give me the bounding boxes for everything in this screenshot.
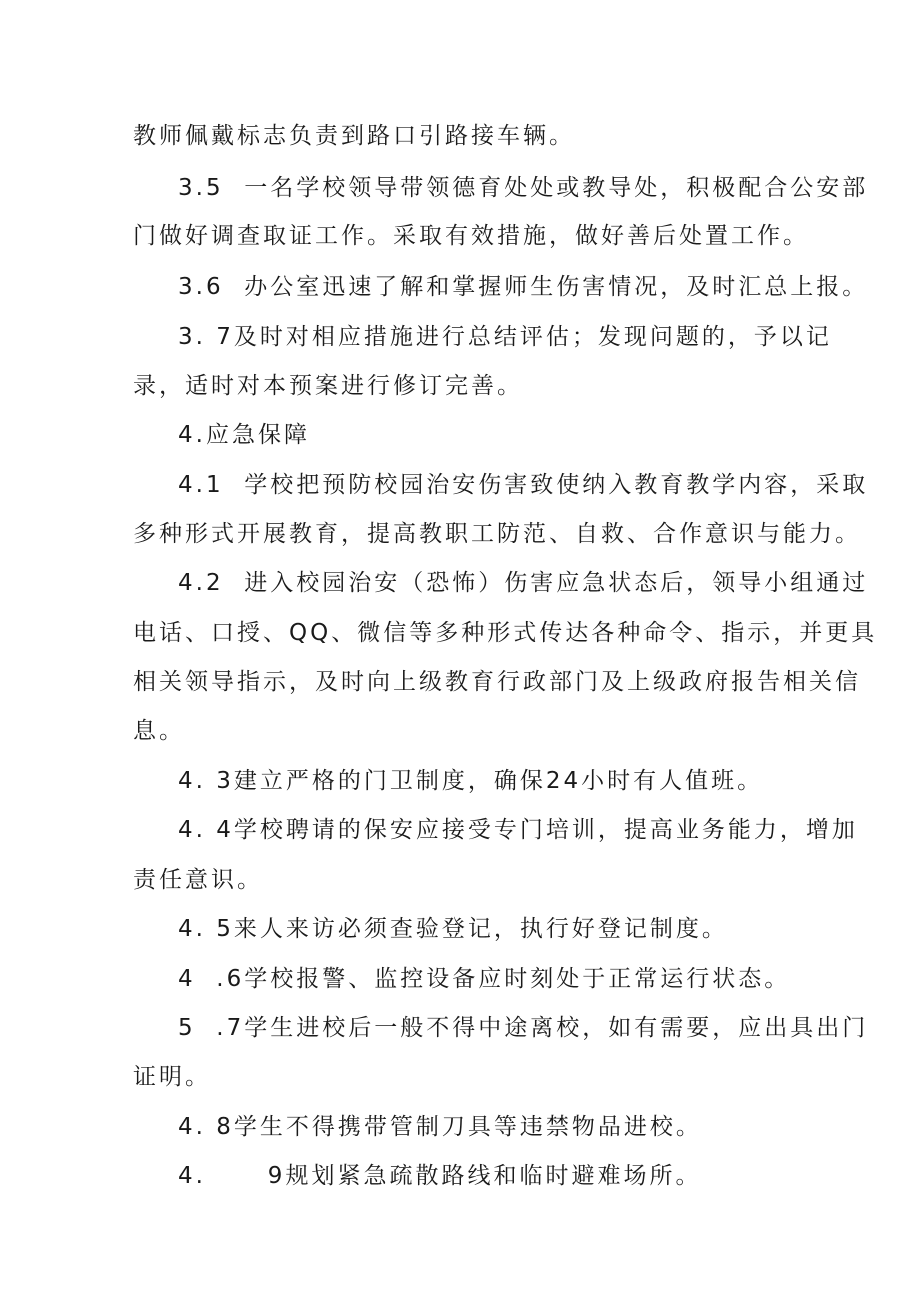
- text-line: 多种形式开展教育，提高教职工防范、自救、合作意识与能力。: [133, 521, 861, 547]
- section-heading: 4.应急保障: [178, 422, 310, 448]
- text-line: 4. 4学校聘请的保安应接受专门培训，提高业务能力，增加: [178, 817, 858, 843]
- text-line: 4.1 学校把预防校园治安伤害致使纳入教育教学内容，采取: [178, 472, 869, 498]
- text-line: 息。: [133, 718, 185, 744]
- text-line: 门做好调查取证工作。采取有效措施，做好善后处置工作。: [133, 223, 809, 249]
- text-line: 教师佩戴标志负责到路口引路接车辆。: [133, 123, 575, 149]
- text-line: 责任意识。: [133, 867, 263, 893]
- text-line: 3.5 一名学校领导带领德育处处或教导处，积极配合公安部: [178, 175, 869, 201]
- text-line: 4 .6学校报警、监控设备应时刻处于正常运行状态。: [178, 966, 791, 992]
- text-line: 4.2 进入校园治安（恐怖）伤害应急状态后，领导小组通过: [178, 570, 869, 596]
- text-line: 4. 8学生不得携带管制刀具等违禁物品进校。: [178, 1114, 702, 1140]
- text-line: 相关领导指示，及时向上级教育行政部门及上级政府报告相关信: [133, 669, 861, 695]
- text-line: 证明。: [133, 1064, 211, 1090]
- text-line: 4. 5来人来访必须查验登记，执行好登记制度。: [178, 916, 728, 942]
- text-line: 5 .7学生进校后一般不得中途离校，如有需要，应出具出门: [178, 1015, 869, 1041]
- text-line: 3. 7及时对相应措施进行总结评估；发现问题的，予以记: [178, 324, 832, 350]
- text-line: 录，适时对本预案进行修订完善。: [133, 373, 523, 399]
- text-line: 4. 3建立严格的门卫制度，确保24小时有人值班。: [178, 768, 764, 794]
- text-line: 4. 9规划紧急疏散路线和临时避难场所。: [178, 1163, 702, 1189]
- text-line: 电话、口授、QQ、微信等多种形式传达各种命令、指示，并更具: [133, 620, 878, 646]
- text-line: 3.6 办公室迅速了解和掌握师生伤害情况，及时汇总上报。: [178, 274, 869, 300]
